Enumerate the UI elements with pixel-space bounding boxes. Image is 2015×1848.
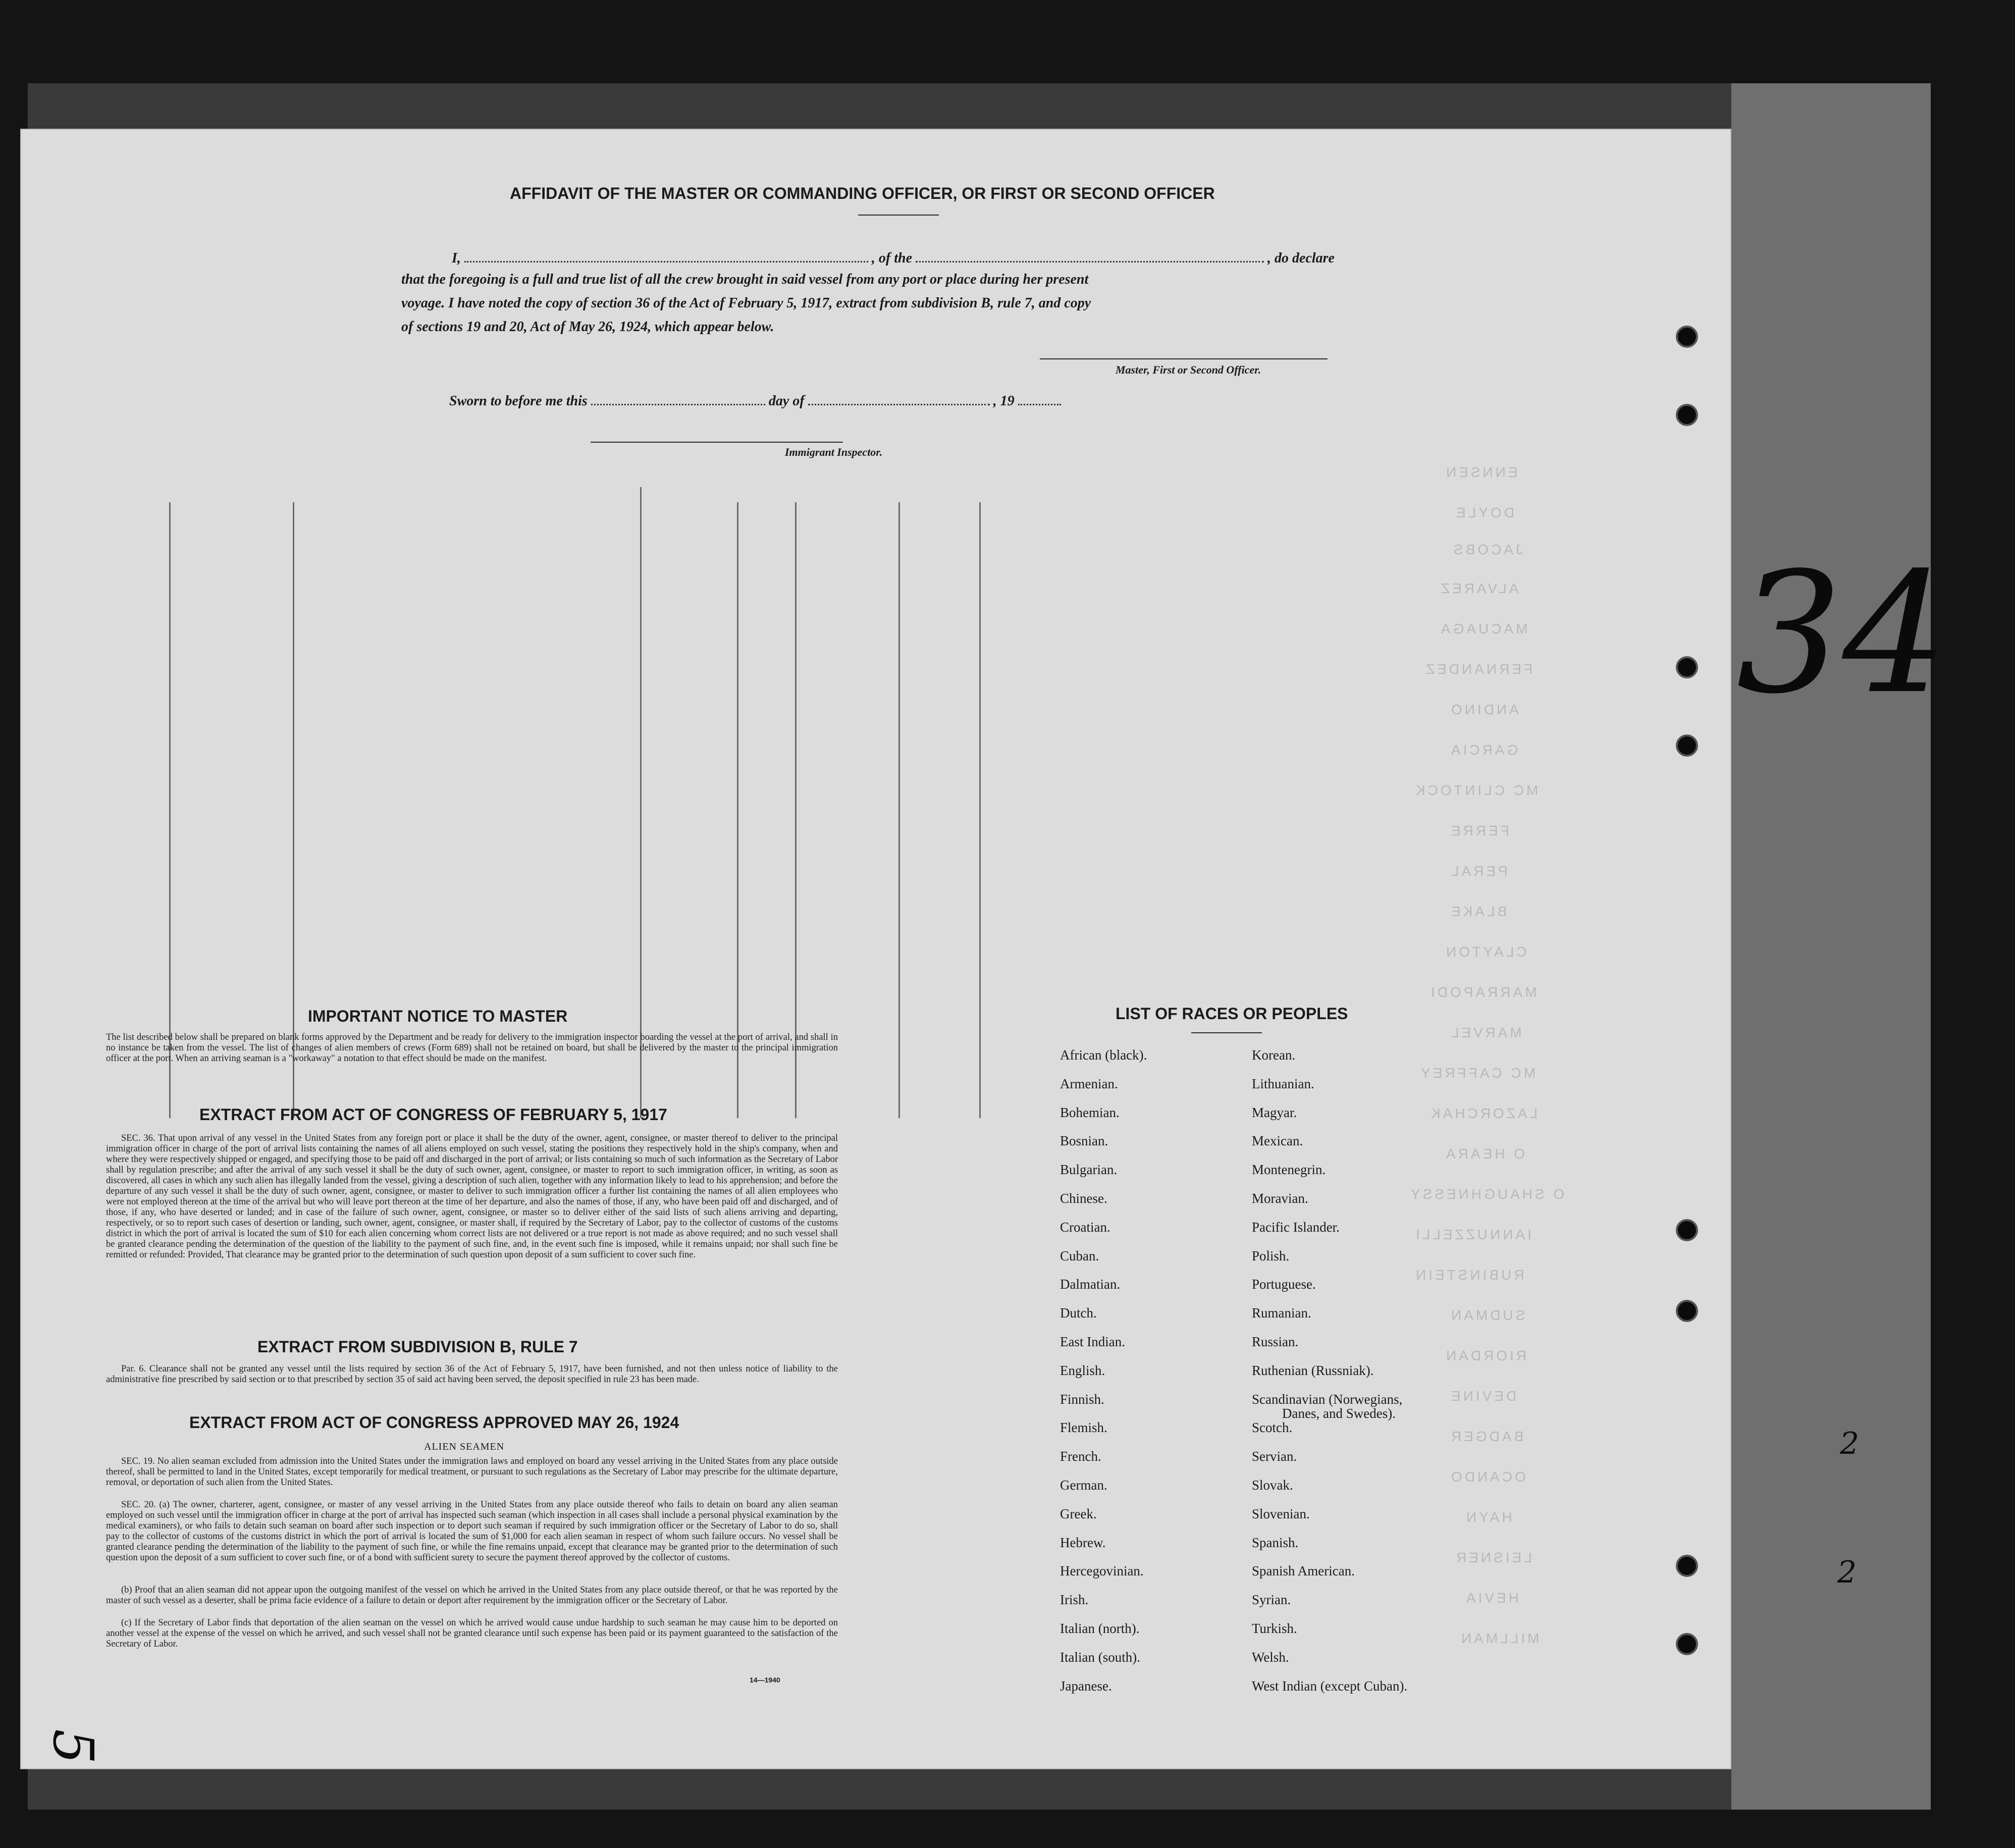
bleed-column-line: [737, 502, 738, 1118]
ghost-name: RUBINSTEIN: [1413, 1267, 1524, 1283]
extract-rule7-title: EXTRACT FROM SUBDIVISION B, RULE 7: [257, 1338, 578, 1356]
extract-1924-sec19: SEC. 19. No alien seaman excluded from admission into the United States under the immigration laws and employed on board any vessel arriving in the United States from any place outside thereof, shall be permitted to land in the United States, except temporarily for medical treatment, or pursuant to such regulations as the Secretary of Labor may prescribe for the ultimate departure, removal, or deportation of such alien from the United States.: [106, 1456, 838, 1488]
race-item: Croatian.: [1060, 1219, 1110, 1235]
affidavit-title: AFFIDAVIT OF THE MASTER OR COMMANDING OFFICER, OR FIRST OR SECOND OFFICER: [510, 184, 1215, 202]
race-item: Finnish.: [1060, 1391, 1104, 1407]
ghost-name: MARRAPODI: [1428, 984, 1537, 1000]
extract-1917-title: EXTRACT FROM ACT OF CONGRESS OF FEBRUARY 5, 1917: [199, 1105, 667, 1124]
day-of-label: day of: [768, 393, 805, 409]
race-item: Spanish American.: [1252, 1563, 1355, 1579]
races-title: LIST OF RACES OR PEOPLES: [1116, 1005, 1348, 1023]
race-item: French.: [1060, 1449, 1101, 1464]
race-item: Syrian.: [1252, 1592, 1291, 1608]
corner-handwritten-mark: 5: [41, 1729, 105, 1764]
ghost-name: JACOBS: [1451, 542, 1523, 557]
race-scandinavian-cont: Danes, and Swedes).: [1282, 1405, 1396, 1421]
race-item: Welsh.: [1252, 1649, 1289, 1665]
ghost-name: SUDMAN: [1449, 1307, 1525, 1323]
ghost-name: BLAKE: [1449, 904, 1507, 919]
binder-hole: [1676, 404, 1698, 426]
race-item: Flemish.: [1060, 1420, 1107, 1436]
race-item: Greek.: [1060, 1506, 1097, 1521]
race-item: Montenegrin.: [1252, 1162, 1326, 1178]
races-left-column: [1060, 1041, 1147, 1700]
race-item: Irish.: [1060, 1592, 1089, 1608]
ghost-name: IANNUZZELLI: [1413, 1227, 1531, 1242]
extract-1917-text: SEC. 36. That upon arrival of any vessel in the United States from any foreign port or place it shall be the duty of the owner, agent, consignee, or master thereof to deliver to the principal immigration officer in charge of the port of arrival lists containing the names of all aliens employed on such vessel, stating the positions they respectively hold in the ship's company, when and where they were respectively shipped or engaged, and specifying those to be paid off and discharged in the port of arrival; or lists containing so much of such information as the Secretary of Labor shall by regulation prescribe; and after the arrival of any such vessel it shall be the duty of such owner, agent, consignee, or master to report to such immigration officer, in writing, as soon as discovered, all cases in which any such alien has illegally landed from the vessel, giving a description of such alien, together with any information likely to lead to his apprehension; and before the departure of any such vessel it shall be the duty of such owner, agent, consignee, or master to deliver to such immigration officer a further list containing the names of all alien employees who were not employed thereon at the time of the arrival but who will leave port thereon at the time of her departure, and also the names of those, if any, who have been paid off and discharged, and of those, if any, who have deserted or landed; and in case of the failure of such owner, agent, consignee, or master so to deliver either of the said lists of such aliens arriving and departing, respectively, or so to report such cases of desertion or landing, such owner, agent, consignee, or master shall, if required by the Secretary of Labor, pay to the collector of customs of the customs district in which the port of arrival is located the sum of $10 for each alien concerning whom correct lists are not delivered or a true report is not made as above required; and no such vessel shall be granted clearance pending the determination of the question of the liability to the payment of such fine, and, in the event such fine is imposed, while it remains unpaid; nor shall such fine be remitted or refunded: Provided, That clearance may be granted prior to the determination of such question upon deposit of a sum sufficient to cover such fine.: [106, 1133, 838, 1260]
races-right-column: [1252, 1041, 1407, 1700]
ghost-name: HAYN: [1464, 1509, 1512, 1525]
inspector-caption: Immigrant Inspector.: [785, 446, 883, 458]
ghost-name: MACUAGA: [1439, 621, 1528, 637]
race-scandinavian: Scandinavian (Norwegians,: [1252, 1391, 1403, 1407]
race-item: Magyar.: [1252, 1104, 1297, 1120]
race-item: Korean.: [1252, 1047, 1296, 1063]
ghost-name: GARCIA: [1449, 742, 1518, 758]
race-item: Servian.: [1252, 1449, 1297, 1464]
race-item: Rumanian.: [1252, 1305, 1311, 1321]
affidavit-line4: of sections 19 and 20, Act of May 26, 1924, which appear below.: [401, 319, 774, 335]
race-item: Armenian.: [1060, 1076, 1118, 1091]
of-the-label: , of the: [871, 250, 913, 266]
affidavit-title-rule: [858, 215, 939, 216]
extract-rule7-text: Par. 6. Clearance shall not be granted any vessel until the lists required by section 36 of the Act of February 5, 1917, have been furnished, and not then unless notice of liability to the administrative fine prescribed by said section or to that prescribed by section 35 of said act having been served, the deposit specified in rule 23 has been made.: [106, 1364, 838, 1385]
adjacent-page-strip: [1731, 83, 1931, 1810]
race-item: Mexican.: [1252, 1133, 1303, 1149]
ghost-name: LEISNER: [1454, 1550, 1532, 1565]
race-item: Dutch.: [1060, 1305, 1097, 1321]
race-item: Bosnian.: [1060, 1133, 1108, 1149]
ghost-name: ENNSEN: [1444, 464, 1518, 480]
race-item: Scotch.: [1252, 1420, 1293, 1436]
extract-1924-sec20b: (b) Proof that an alien seaman did not appear upon the outgoing manifest of the vessel on which he arrived in the United States from any place outside thereof, or that he was reported by the master of such vessel as a deserter, shall be prima facie evidence of a failure to detain or deport after requirement by the immigration officer or the Secretary of Labor.: [106, 1585, 838, 1606]
races-title-rule: [1191, 1032, 1262, 1033]
race-item: Slovak.: [1252, 1477, 1293, 1493]
ghost-name: PERAL: [1449, 863, 1508, 879]
sworn-month-blank[interactable]: [808, 389, 990, 405]
master-name-blank[interactable]: [464, 246, 868, 262]
race-item: Polish.: [1252, 1248, 1290, 1263]
bleed-column-line: [640, 487, 642, 1118]
ghost-name: FERNANDEZ: [1423, 661, 1533, 677]
sworn-year-blank[interactable]: [1018, 389, 1061, 405]
form-number: 14—1940: [750, 1676, 780, 1684]
affidavit-line1: [452, 246, 1335, 267]
ghost-name: DEVINE: [1449, 1388, 1517, 1404]
bleed-column-line: [293, 502, 294, 1118]
bleed-column-line: [169, 502, 171, 1118]
race-item: Dalmatian.: [1060, 1277, 1121, 1292]
ghost-name: MC CAFFREY: [1418, 1065, 1535, 1081]
race-item: Slovenian.: [1252, 1506, 1310, 1521]
ghost-name: O HEARA: [1444, 1146, 1525, 1161]
year-label: , 19: [993, 393, 1015, 409]
race-item: Italian (north).: [1060, 1620, 1140, 1636]
race-item: Portuguese.: [1252, 1277, 1316, 1292]
bleed-column-line: [898, 502, 900, 1118]
ghost-name: HEVIA: [1464, 1590, 1519, 1606]
ghost-name: RIORDAN: [1444, 1348, 1527, 1363]
sworn-day-blank[interactable]: [591, 389, 765, 405]
ghost-name: LAZORCHAK: [1428, 1105, 1538, 1121]
ghost-name: MILLMAN: [1459, 1630, 1540, 1646]
race-item: Italian (south).: [1060, 1649, 1140, 1665]
ghost-name: CLAYTON: [1444, 944, 1527, 960]
bleed-column-line: [979, 502, 981, 1118]
race-item: Japanese.: [1060, 1678, 1112, 1694]
race-item: Hebrew.: [1060, 1535, 1106, 1550]
signature-line: [1040, 358, 1328, 359]
ghost-name: OCANDO: [1449, 1469, 1526, 1485]
inspector-line: [591, 442, 843, 443]
vessel-name-blank[interactable]: [916, 246, 1264, 262]
race-item: Hercegovinian.: [1060, 1563, 1144, 1579]
notice-title: IMPORTANT NOTICE TO MASTER: [308, 1007, 568, 1025]
binder-hole: [1676, 1633, 1698, 1655]
race-item: Bohemian.: [1060, 1104, 1120, 1120]
ghost-name: ALVAREZ: [1439, 580, 1519, 596]
race-item: African (black).: [1060, 1047, 1147, 1063]
notice-text: The list described below shall be prepared on blank forms approved by the Department and be ready for delivery to the immigration inspector boarding the vessel at the port of arrival, and shall in no instance be taken from the vessel. The list of changes of alien members of crews (Form 689) shall not be retained on board, but shall be delivered by the master to the principal immigration officer at the port. When an arriving seaman is a "workaway" a notation to that effect should be made on the manifest.: [106, 1032, 838, 1064]
ghost-name: MC CLINTOCK: [1413, 782, 1539, 798]
sworn-line: [449, 389, 1061, 409]
do-declare-label: , do declare: [1267, 250, 1335, 266]
ghost-name: DOYLE: [1454, 505, 1514, 520]
binder-hole: [1676, 1219, 1698, 1241]
race-item: Russian.: [1252, 1334, 1299, 1349]
race-item: Bulgarian.: [1060, 1162, 1118, 1178]
ghost-name: BADGER: [1449, 1429, 1524, 1444]
ghost-name: ANDINO: [1449, 702, 1519, 717]
binder-hole: [1676, 326, 1698, 348]
race-item: [1252, 1385, 1407, 1421]
handwritten-mark-2b: 2: [1837, 1555, 1857, 1590]
race-item: Chinese.: [1060, 1190, 1107, 1206]
sworn-label: Sworn to before me this: [449, 393, 588, 409]
affidavit-line2: that the foregoing is a full and true list of all the crew brought in said vessel from any port or place during her present: [401, 272, 1089, 287]
ghost-name: FERRE: [1449, 823, 1509, 838]
alien-seamen-subtitle: ALIEN SEAMEN: [424, 1441, 505, 1452]
race-item: East Indian.: [1060, 1334, 1125, 1349]
race-item: Ruthenian (Russniak).: [1252, 1362, 1374, 1378]
race-item: Pacific Islander.: [1252, 1219, 1340, 1235]
extract-1924-sec20c: (c) If the Secretary of Labor finds that deportation of the alien seaman on the vessel on which he arrived would cause undue hardship to such seaman he may cause him to be deported on another vessel at the expense of the vessel on which he arrived, and such vessel shall not be granted clearance until such expense has been paid or its payment guaranteed to the satisfaction of the Secretary of Labor.: [106, 1618, 838, 1649]
extract-1924-sec20a: SEC. 20. (a) The owner, charterer, agent, consignee, or master of any vessel arriving in the United States from any place outside thereof who fails to detain on board any alien seaman employed on such vessel until the immigration officer in charge at the port of arrival has inspected such seaman (which inspection in all cases shall include a personal physical examination by the medical examiners), or who fails to detain such seaman on board after such inspection or to deport such seaman if required by such immigration officer or the Secretary of Labor to do so, shall pay to the collector of customs of the customs district in which the port of arrival is located the sum of $1,000 for each alien seaman in respect of whom such failure occurs. No vessel shall be granted clearance pending the determination of the liability to the payment of such fine, or while the fine remains unpaid, except that clearance may be granted prior to the determination of such question upon the deposit of a sum sufficient to cover such fine, or of a bond with sufficient surety to secure the payment thereof approved by the collector of customs.: [106, 1500, 838, 1563]
binder-hole: [1676, 1300, 1698, 1322]
bleed-column-line: [795, 502, 797, 1118]
binder-hole: [1676, 1555, 1698, 1577]
race-item: Lithuanian.: [1252, 1076, 1314, 1091]
race-item: Moravian.: [1252, 1190, 1308, 1206]
binder-hole: [1676, 656, 1698, 678]
race-item: Spanish.: [1252, 1535, 1299, 1550]
i-label: I,: [452, 250, 461, 266]
affidavit-line3: voyage. I have noted the copy of section 36 of the Act of February 5, 1917, extract from subdivision B, rule 7, and copy: [401, 295, 1091, 311]
manifest-page: [20, 129, 1731, 1769]
race-item: Cuban.: [1060, 1248, 1099, 1263]
signature-caption: Master, First or Second Officer.: [1116, 363, 1261, 376]
extract-1924-title: EXTRACT FROM ACT OF CONGRESS APPROVED MAY 26, 1924: [189, 1413, 679, 1432]
race-item: West Indian (except Cuban).: [1252, 1678, 1408, 1694]
race-item: English.: [1060, 1362, 1105, 1378]
race-item: German.: [1060, 1477, 1107, 1493]
handwritten-mark-2a: 2: [1840, 1426, 1860, 1461]
ghost-name: O SHAUGHNESSY: [1408, 1186, 1565, 1202]
ghost-name: MARVEL: [1449, 1025, 1522, 1040]
binder-hole: [1676, 734, 1698, 757]
handwritten-page-number: 34: [1736, 537, 1948, 730]
race-item: Turkish.: [1252, 1620, 1297, 1636]
